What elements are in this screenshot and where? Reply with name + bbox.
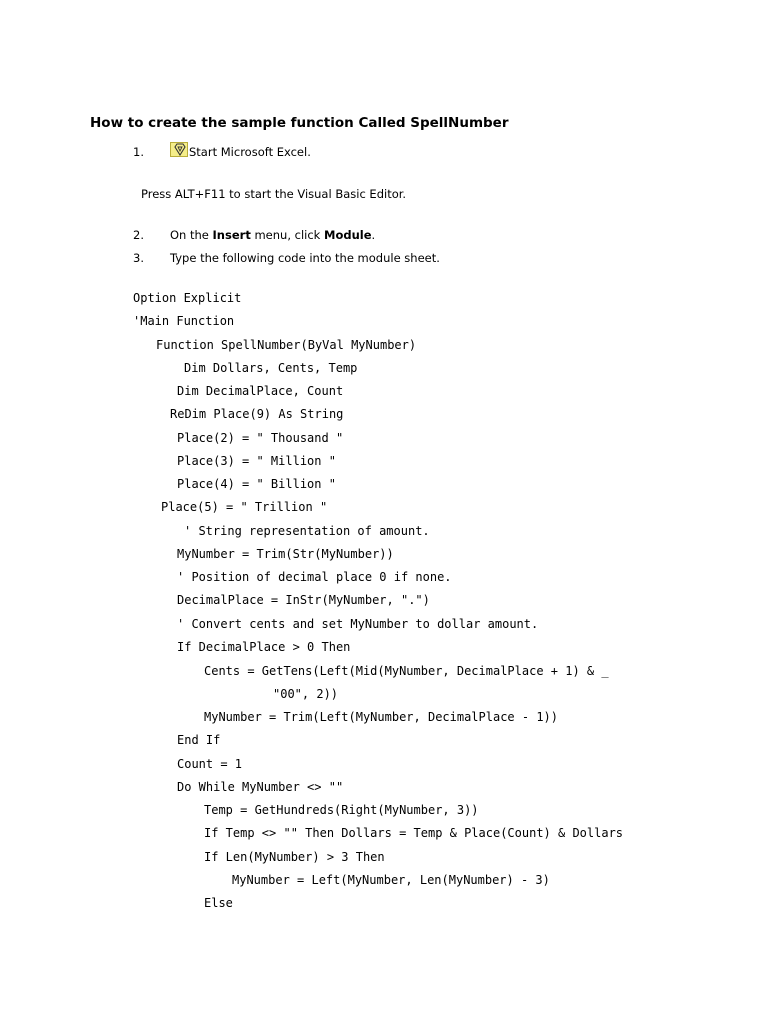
step-2-text [170, 228, 375, 242]
code-line: Place(4) = " Billion " [177, 477, 336, 491]
insert-menu-label: Insert [212, 228, 251, 242]
code-line: Place(3) = " Million " [177, 454, 336, 468]
page-title: How to create the sample function Called SpellNumber [90, 115, 509, 131]
press-alt-f11-line: Press ALT+F11 to start the Visual Basic Editor. [141, 187, 407, 201]
code-line: ' String representation of amount. [184, 524, 430, 538]
step-2-pre: On the [170, 228, 213, 242]
code-line: 'Main Function [133, 314, 235, 328]
step-3-text: Type the following code into the module sheet. [170, 251, 440, 265]
code-line: If Len(MyNumber) > 3 Then [204, 850, 385, 864]
code-line: Place(2) = " Thousand " [177, 431, 344, 445]
step-1-text: Start Microsoft Excel. [189, 145, 311, 159]
code-line: Dim Dollars, Cents, Temp [184, 361, 358, 375]
code-line: Count = 1 [177, 757, 243, 771]
code-line: Temp = GetHundreds(Right(MyNumber, 3)) [204, 803, 479, 817]
code-line: If Temp <> "" Then Dollars = Temp & Place(Count) & Dollars [204, 826, 624, 840]
code-line: Function SpellNumber(ByVal MyNumber) [156, 338, 417, 352]
excel-app-icon [170, 142, 188, 157]
code-line: Cents = GetTens(Left(Mid(MyNumber, DecimalPlace + 1) & _ [204, 664, 609, 678]
step-2-mid: menu, click [250, 228, 324, 242]
code-line: Option Explicit [133, 291, 242, 305]
code-line: MyNumber = Trim(Str(MyNumber)) [177, 547, 394, 561]
code-line: If DecimalPlace > 0 Then [177, 640, 351, 654]
code-line: ' Convert cents and set MyNumber to dollar amount. [177, 617, 539, 631]
code-line: Dim DecimalPlace, Count [177, 384, 344, 398]
code-line: End If [177, 733, 221, 747]
code-line: ReDim Place(9) As String [170, 407, 344, 421]
step-2-post: . [371, 228, 376, 242]
code-line: MyNumber = Left(MyNumber, Len(MyNumber) - 3) [232, 873, 550, 887]
module-command-label: Module [324, 228, 372, 242]
step-3-number: 3. [133, 251, 144, 265]
code-line: MyNumber = Trim(Left(MyNumber, DecimalPlace - 1)) [204, 710, 559, 724]
code-line: "00", 2)) [273, 687, 339, 701]
code-line: Do While MyNumber <> "" [177, 780, 344, 794]
step-1-number: 1. [133, 145, 144, 159]
code-line: Else [204, 896, 233, 910]
code-line: ' Position of decimal place 0 if none. [177, 570, 452, 584]
code-line: DecimalPlace = InStr(MyNumber, ".") [177, 593, 430, 607]
code-line: Place(5) = " Trillion " [161, 500, 328, 514]
step-2-number: 2. [133, 228, 144, 242]
